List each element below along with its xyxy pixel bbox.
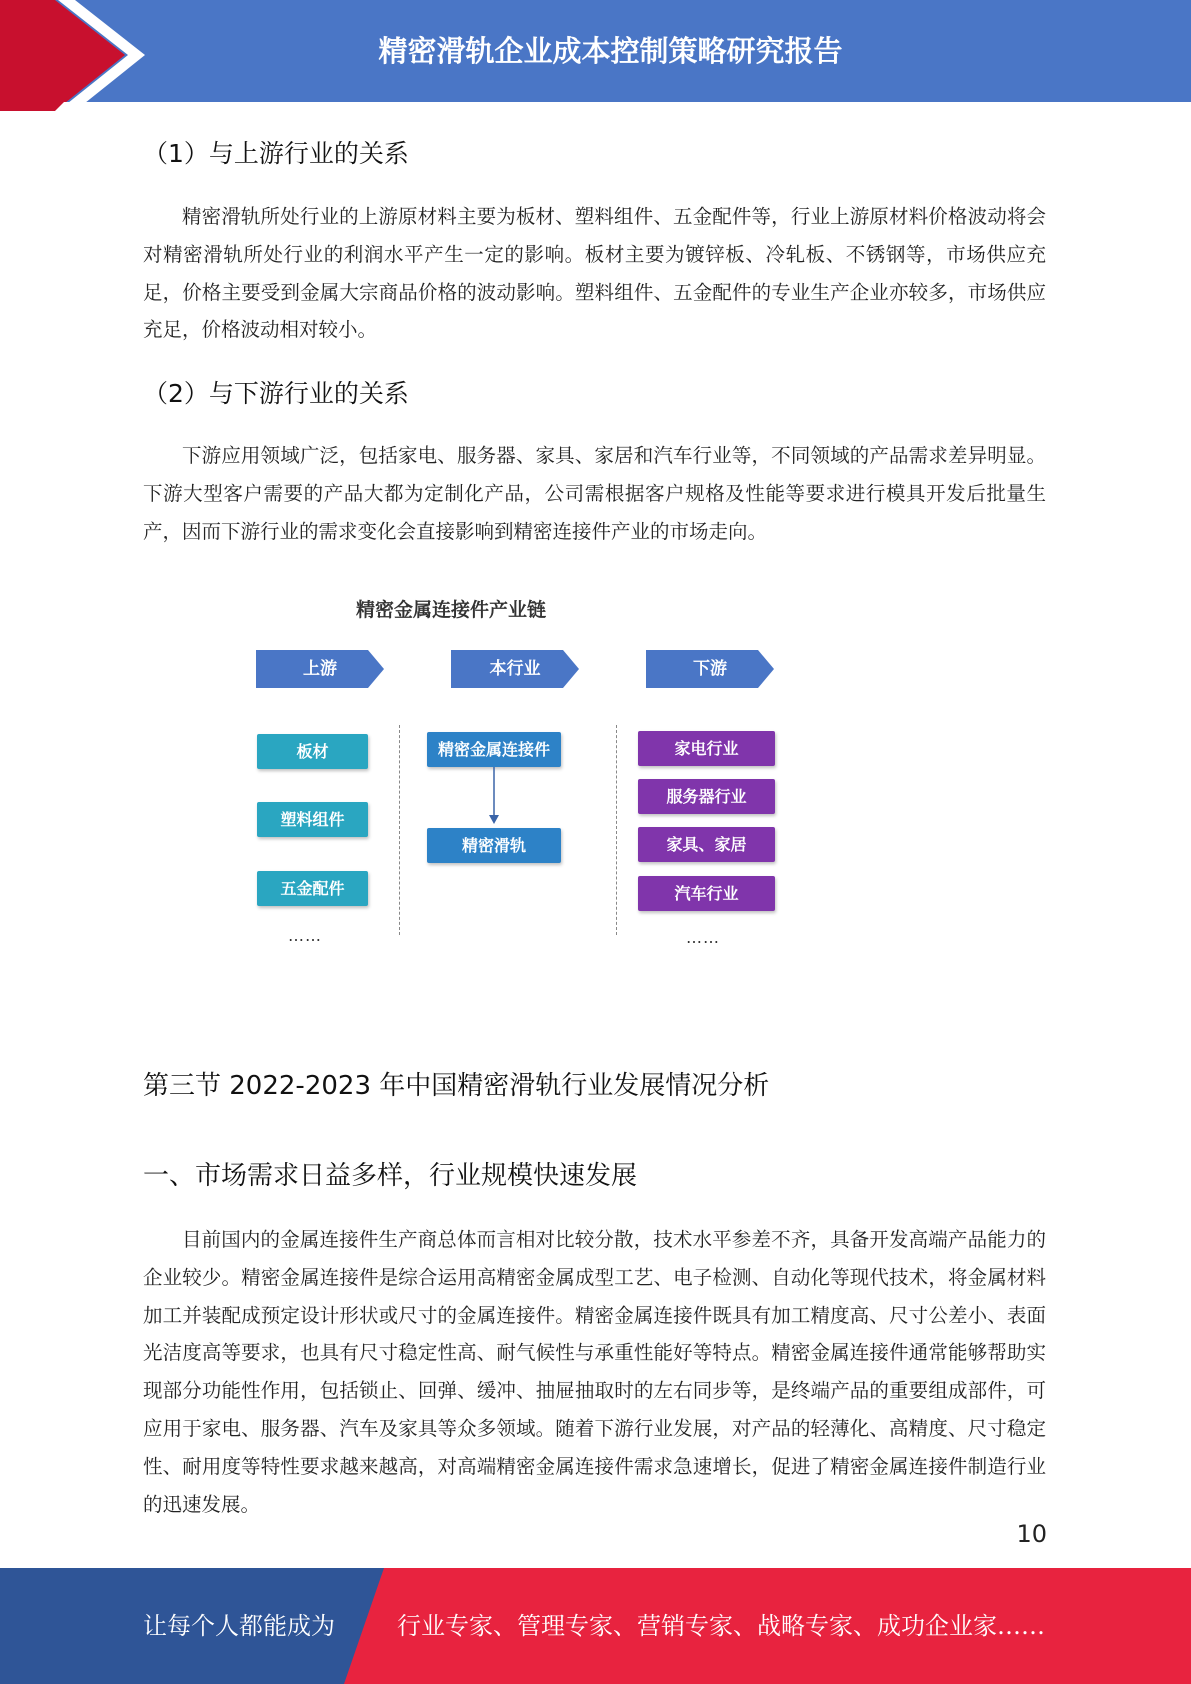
downstream-item-server: 服务器行业	[638, 779, 775, 814]
downstream-paragraph: 下游应用领域广泛，包括家电、服务器、家具、家居和汽车行业等，不同领域的产品需求差异明显。下游大型客户需要的产品大都为定制化产品，公司需根据客户规格及性能等要求进行模具开发后批量生产，因而下游行业的需求变化会直接影响到精密连接件产业的市场走向。	[143, 444, 1046, 543]
chevron-upstream-label: 上游	[303, 659, 337, 679]
downstream-item-furniture: 家具、家居	[638, 827, 775, 862]
page-footer	[0, 1568, 1191, 1684]
upstream-heading: （1）与上游行业的关系	[143, 139, 409, 168]
upstream-paragraph: 精密滑轨所处行业的上游原材料主要为板材、塑料组件、五金配件等，行业上游原材料价格波动将会对精密滑轨所处行业的利润水平产生一定的影响。板材主要为镀锌板、冷轧板、不锈钢等，市场供应充足，价格主要受到金属大宗商品价格的波动影响。塑料组件、五金配件的专业生产企业亦较多，市场供应充足，价格波动相对较小。	[143, 205, 1046, 342]
footer-slogan-left: 让每个人都能成为	[143, 1612, 335, 1640]
upstream-item-plastic: 塑料组件	[257, 802, 368, 837]
page-header	[0, 0, 1191, 111]
industry-item-connector: 精密金属连接件	[427, 732, 561, 767]
industry-chain-diagram	[250, 595, 790, 965]
subsection-1-title: 一、市场需求日益多样，行业规模快速发展	[143, 1161, 638, 1191]
diagram-title: 精密金属连接件产业链	[356, 599, 547, 621]
footer-slogan-right: 行业专家、管理专家、营销专家、战略专家、成功企业家……	[397, 1612, 1045, 1640]
downstream-item-automotive: 汽车行业	[638, 876, 775, 911]
report-title: 精密滑轨企业成本控制策略研究报告	[378, 34, 843, 68]
market-paragraph: 目前国内的金属连接件生产商总体而言相对比较分散，技术水平参差不齐，具备开发高端产品能力的企业较少。精密金属连接件是综合运用高精密金属成型工艺、电子检测、自动化等现代技术，将金属材料加工并装配成预定设计形状或尺寸的金属连接件。精密金属连接件既具有加工精度高、尺寸公差小、表面光洁度高等要求，也具有尺寸稳定性高、耐气候性与承重性能好等特点。精密金属连接件通常能够帮助实现部分功能性作用，包括锁止、回弹、缓冲、抽屉抽取时的左右同步等，是终端产品的重要组成部件，可应用于家电、服务器、汽车及家具等众多领域。随着下游行业发展，对产品的轻薄化、高精度、尺寸稳定性、耐用度等特性要求越来越高，对高端精密金属连接件需求急速增长，促进了精密金属连接件制造行业的迅速发展。	[143, 1228, 1046, 1516]
downstream-item-appliance: 家电行业	[638, 731, 775, 766]
upstream-ellipsis: ……	[288, 926, 322, 945]
divider-left	[399, 725, 400, 935]
page-number: 10	[1016, 1520, 1047, 1548]
chevron-downstream-label: 下游	[693, 659, 727, 679]
upstream-item-sheet: 板材	[257, 734, 368, 769]
chevron-industry-label: 本行业	[489, 659, 541, 679]
divider-right	[616, 725, 617, 935]
upstream-item-hardware: 五金配件	[257, 871, 368, 906]
industry-item-slide-rail: 精密滑轨	[427, 828, 561, 863]
downstream-ellipsis: ……	[686, 928, 720, 947]
downstream-heading: （2）与下游行业的关系	[143, 379, 409, 408]
section-3-title: 第三节 2022-2023 年中国精密滑轨行业发展情况分析	[143, 1071, 770, 1101]
arrow-down-icon	[487, 767, 501, 825]
